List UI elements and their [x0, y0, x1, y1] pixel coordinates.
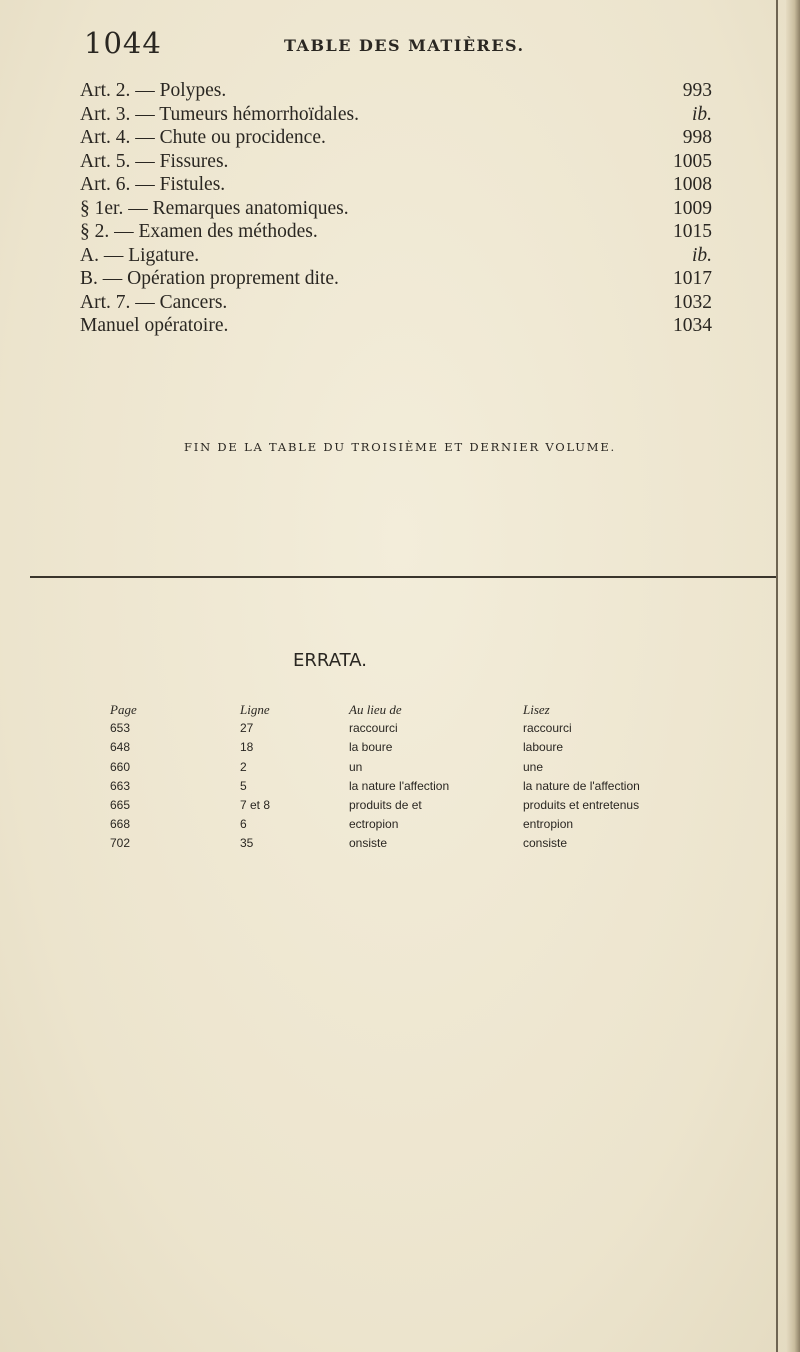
toc-entry-page: 1015 — [673, 221, 712, 242]
toc-entry-page: ib. — [691, 103, 712, 125]
errata-line: 5 — [240, 778, 247, 793]
errata-line: 6 — [240, 817, 247, 832]
errata-row — [110, 760, 750, 779]
errata-page: 665 — [110, 797, 131, 812]
page-edge-shadow — [786, 0, 800, 1352]
errata-header-page: Page — [110, 702, 137, 717]
toc-entry — [80, 174, 712, 198]
toc-entry-page: 1005 — [673, 150, 712, 172]
errata-wrong: produits de et — [349, 797, 422, 812]
errata-wrong: un — [349, 759, 363, 774]
errata-wrong: raccourci — [349, 721, 398, 736]
errata-page: 660 — [110, 759, 131, 774]
errata-correct: une — [523, 759, 544, 774]
toc-entry-page: 1009 — [673, 197, 712, 219]
errata-correct: laboure — [523, 740, 564, 755]
toc-entry-label: Art. 2. — Polypes. — [80, 80, 227, 101]
errata-table — [110, 702, 750, 856]
errata-correct: produits et entretenus — [523, 797, 640, 812]
errata-line: 7 et 8 — [240, 797, 271, 812]
page-number: 1044 — [84, 26, 162, 60]
horizontal-rule — [30, 576, 776, 578]
toc-entry-label: Art. 6. — Fistules. — [80, 174, 226, 195]
toc-entry-page: 993 — [682, 80, 712, 101]
toc-entry-page: 1034 — [673, 315, 712, 336]
errata-wrong: la nature l'affection — [349, 778, 450, 793]
errata-row — [110, 836, 750, 855]
errata-page: 668 — [110, 817, 131, 832]
toc-entry-label: Art. 4. — Chute ou procidence. — [80, 127, 326, 148]
errata-correct: entropion — [523, 817, 574, 832]
errata-header-line: Ligne — [240, 702, 270, 717]
errata-wrong: la boure — [349, 740, 393, 755]
errata-header-instead-of: Au lieu de — [349, 702, 402, 717]
errata-page: 653 — [110, 721, 131, 736]
errata-wrong: ectropion — [349, 817, 399, 832]
errata-correct: consiste — [523, 836, 568, 851]
toc-entry — [80, 268, 712, 292]
page-edge-line — [776, 0, 778, 1352]
toc-entry — [80, 80, 712, 104]
errata-line: 18 — [240, 740, 254, 755]
errata-row — [110, 798, 750, 817]
toc-entry — [80, 151, 712, 175]
toc-entry-label: B. — Opération proprement dite. — [80, 268, 339, 289]
errata-row — [110, 721, 750, 740]
toc-entry-page: 1032 — [673, 291, 712, 313]
errata-page: 663 — [110, 778, 131, 793]
toc-entry-label: A. — Ligature. — [80, 244, 200, 266]
errata-header-row — [110, 702, 750, 721]
errata-title: ERRATA. — [293, 650, 367, 671]
toc-entry — [80, 198, 712, 222]
toc-entry — [80, 292, 712, 316]
errata-line: 35 — [240, 836, 254, 851]
toc-entry-label: Art. 7. — Cancers. — [80, 291, 228, 313]
toc-entry-label: Art. 3. — Tumeurs hémorrhoïdales. — [80, 103, 359, 125]
toc-entry — [80, 221, 712, 245]
errata-line: 27 — [240, 721, 254, 736]
errata-line: 2 — [240, 759, 247, 774]
toc-entry-label: Art. 5. — Fissures. — [80, 150, 229, 172]
toc-entry — [80, 245, 712, 269]
toc-entry-page: 1008 — [673, 174, 712, 195]
running-head: TABLE DES MATIÈRES. — [284, 36, 525, 55]
errata-row — [110, 817, 750, 836]
toc-entry-label: § 2. — Examen des méthodes. — [80, 221, 318, 242]
errata-row — [110, 779, 750, 798]
toc-entry — [80, 104, 712, 128]
toc-entry — [80, 315, 712, 339]
toc-entry-page: 998 — [682, 127, 712, 148]
toc-entry-page: 1017 — [673, 268, 712, 289]
table-of-contents — [80, 80, 712, 339]
end-of-volume-notice: FIN DE LA TABLE DU TROISIÈME ET DERNIER VOLUME. — [183, 440, 617, 454]
errata-page: 702 — [110, 836, 131, 851]
errata-wrong: onsiste — [349, 836, 388, 851]
toc-entry — [80, 127, 712, 151]
toc-entry-label: § 1er. — Remarques anatomiques. — [80, 197, 349, 219]
errata-row — [110, 740, 750, 759]
errata-correct: la nature de l'affection — [523, 778, 640, 793]
toc-entry-label: Manuel opératoire. — [80, 315, 229, 336]
errata-header-read: Lisez — [523, 702, 550, 717]
errata-correct: raccourci — [523, 721, 572, 736]
page-header — [84, 22, 724, 72]
toc-entry-page: ib. — [691, 244, 712, 266]
errata-page: 648 — [110, 740, 131, 755]
